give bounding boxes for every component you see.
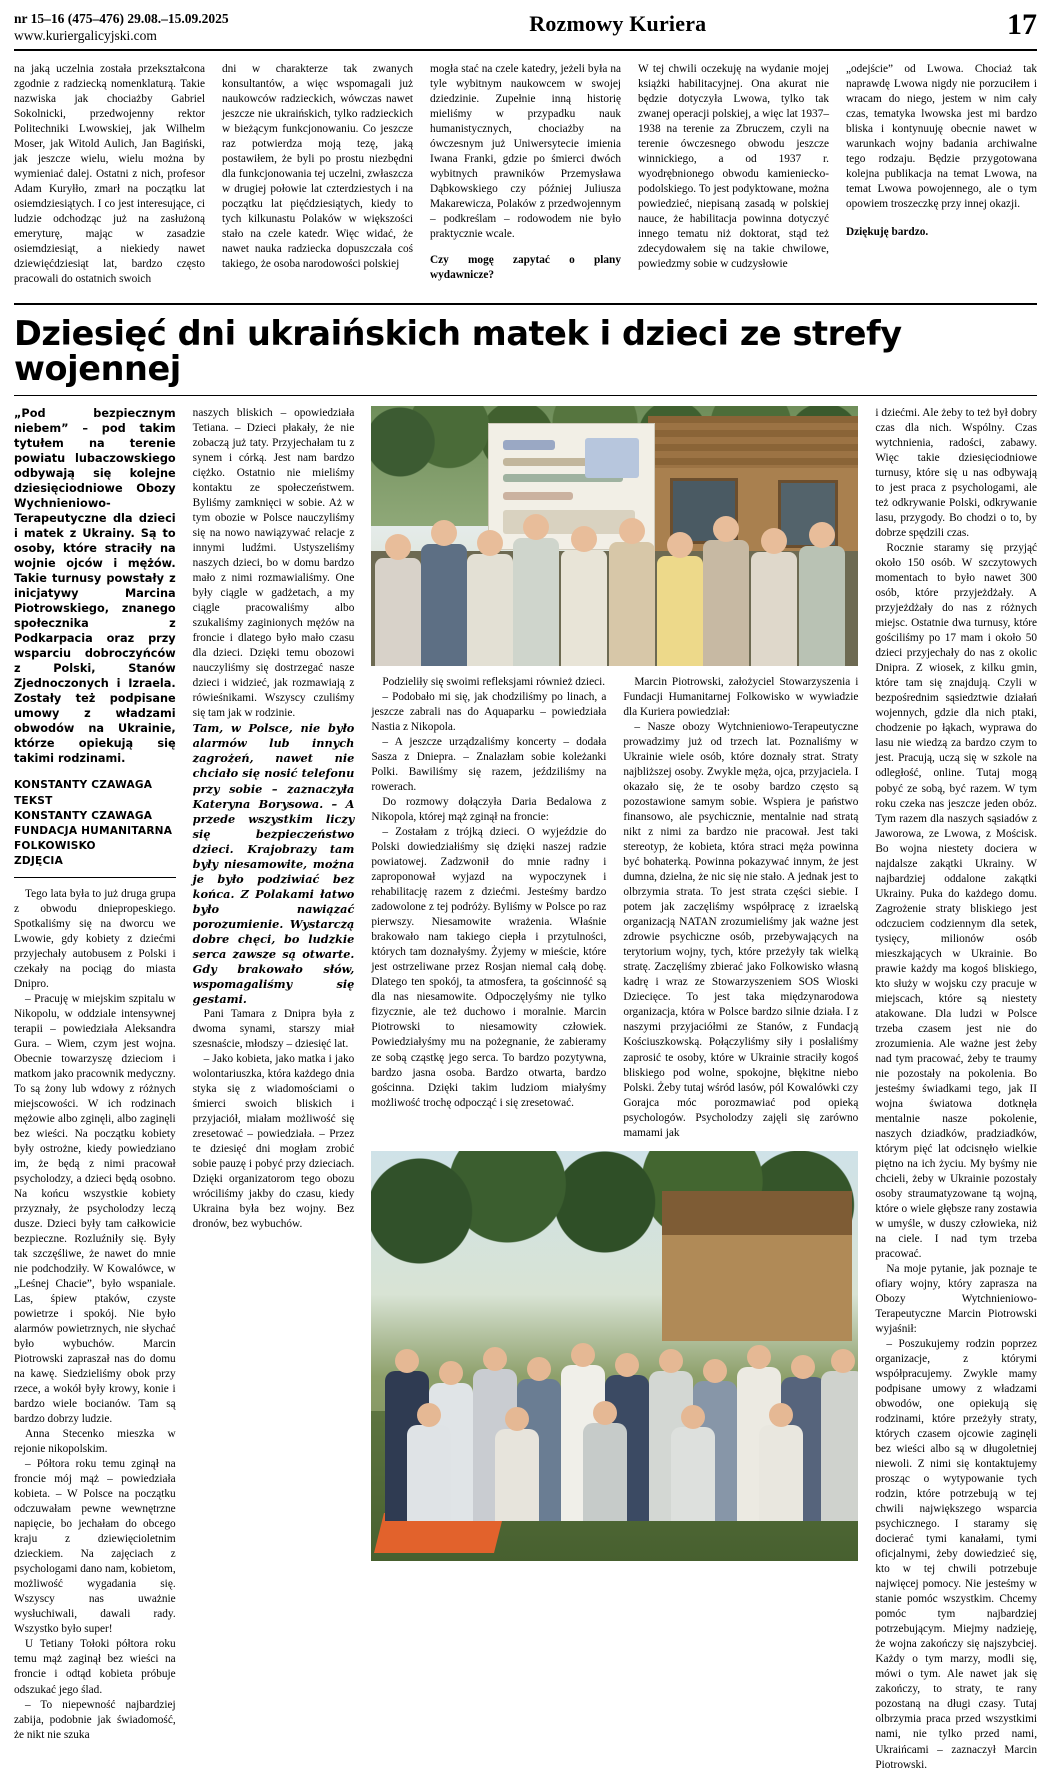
article-column-4 — [623, 675, 858, 1140]
paragraph: – Nasze obozy Wytchnieniowo-Terapeutyczne prowadzimy już od trzech lat. Poznaliśmy w Ukrainie wiele osób, które doznały strat. Straty najbliższej osoby. Zwykle męża, ojca, przyjaciela. I okazało się, że te osoby bardzo często są pozostawione samym sobie. Wspiera je państwo finansowo, ale psychicznie, mentalnie nad stratą nikt z nimi za bardzo nie pracował. Jest taki stereotyp, że kobieta, która straci męża powinna być bohaterką. Powinna pokazywać innym, że jest dumna, dzielna, że nic się nie stało. A jednak jest to olbrzymia strata. To jest strata części siebie. I potem jak zaczęliśmy współpracę z izraelską organizacją NATAN zrozumieliśmy jak ważne jest zdrowie psychiczne osób, przebywających na terytorium wojny, tych, które przeżyły tak wielką stratę. Zaczęliśmy zbierać jako Folkowisko własną kadrę i wraz ze Stowarzyszeniem SOS Wioski Dziecięce. To jest taka międzynarodowa organizacja, która w Polsce bardzo silnie działa. I z naszymi przyjaciółmi ze Stanów, z Fundacją Kościuszkowską. Połączyliśmy siły i posłaliśmy zaprosić te osoby, które w Ukrainie straciły kogoś bliskiego pod wolne, spokojne, błękitne niebo Polski. Żeby tutaj wśród lasów, pól Kowalówki czy Gorajca móc porozmawiać pod opieką psychologów. Psycholodzy zajęli się zarówno mamami jak — [623, 721, 859, 1139]
article-column-3 — [371, 675, 606, 1140]
paragraph: – Półtora roku temu zginął na froncie mój mąż – powiedziała kobieta. – W Polsce na początku odczuwałam pewne wewnętrzne napięcie, bo jechałam do obcego kraju z dziewięcioletnim dzieckiem. Na zajęciach z psychologami dano nam, kobietom, możliwość wygadania się. Wszyscy nas uważnie wysłuchiwali, dawali rady. Wszystko było super! — [14, 1458, 176, 1636]
byline-author-photo: KONSTANTY CZAWAGA — [14, 809, 153, 822]
main-article — [14, 406, 1037, 1772]
page-headline: Dziesięć dni ukraińskich matek i dzieci ze strefy wojennej — [14, 313, 902, 388]
paragraph: Podzieliły się swoimi refleksjami również dzieci. — [382, 676, 606, 689]
paragraph: – Podobało mi się, jak chodziliśmy po linach, a jeszcze zabrali nas do Aquaparku – powiedziała Nastia z Nikopola. — [371, 691, 607, 734]
paragraph: Rocznie staramy się przyjąć około 150 osób. W szczytowych momentach to było nawet 300 osób, które przyjeżdżały. A przyjeżdżały do nas z różnych miejsc. Ostatnie dwa turnusy, które gościliśmy po 17 mam i około 50 dzieci przyjechały do nas z okolic Dnipra. Z wiosek, z kilku gmin, które tam się znajdują. Czyli w bezpośrednim sąsiedztwie działań wojennych, gdzie dla nich ptaki, chodzenie po łąkach, wyprawa do lasu nie wiedzą za bardzo czym to jest. Pracują, uczą się w szkole na odległość, online. Tutaj mogą pobyć ze sobą, być razem. W tym roku czeka nas jeszcze jeden obóz. Tym razem dla naszych sąsiadów z Jaworowa, ze Lwowa, z Mościsk. Bo wojna niestety dociera w najdalsze zakątki Ukrainy. W najbardziej oddalone zakątki Ukrainy. Puka do każdego domu. Zagrożenie straty bliskiego jest odczuciem codziennym dla setek, tysięcy, milionów osób mieszkających w Ukrainie. Bo prawie każdy ma kogoś bliskiego, kto służy w wojsku czy pracuje w miejscach, które są niestety atakowane. Dla ludzi w Polsce trzeba czasem jest nie do zrozumienia. Ale ważne jest żeby nad tym pracować, żeby te traumy nie pozostały na pokolenia. Bo jesteśmy świadkami tego, jak II wojna światowa dotknęła mentalnie nasze pokolenie, naszych dziadków, pradziadków, którym pięć lat odcisnęło wielkie piętno na ich życiu. My byśmy nie chcieli, żeby w Ukrainie pozostały osoby straumatyzowane tą wojną, które o wiele głębsze rany zostawia w umyśle, w duszy człowieka, niż na ciele. I nad tym trzeba pracować. — [875, 542, 1038, 1260]
page-number: 17 — [1006, 8, 1037, 41]
pull-quote: Tam, w Polsce, nie było alarmów lub innych zagrożeń, nawet nie chciało się nosić telefonu przy sobie – zaznaczyła Kateryna Borysowa. – A przede wszystkim liczy się bezpieczeństwo dzieci. Krajobrazy tam były niesamowite, można je było podziwiać bez końca. Z Polakami łatwo było nawiązać porozumienie. Wystarczą dobre chęci, bo ludzkie serca zawsze są otwarte. Gdy brakowało słów, wspomagaliśmy się gestami. — [192, 721, 355, 1006]
byline-divider — [14, 877, 176, 878]
article-lead: „Pod bezpiecznym niebem” – pod takim tytułem na terenie powiatu lubaczowskiego odbywają się kolejne dziesięciodniowe Obozy Wychnieniowo-Terapeutyczne dla dzieci i matek z Ukrainy. Są to osoby, które straciły na wojnie ojców i mężów. Takie turnusy powstały z inicjatywy Marcina Piotrowskiego, znanego społecznika z Podkarpacia oraz przy wsparciu dobroczyńców z Polski, Stanów Zjednoczonych i Izraela. Zostały też podpisane umowy z władzami obwodów na Ukrainie, którze opiekują się takimi rodzinami. — [14, 407, 176, 766]
center-text-columns — [371, 675, 858, 1140]
photo-children-with-drawing — [371, 406, 858, 666]
top-article — [14, 62, 1037, 297]
top-article-column-3 — [430, 62, 621, 287]
paragraph: – Zostałam z trójką dzieci. O wyjeździe do Polski dowiedziałiśmy się dzięki naszej radzie powiatowej. Zadzwonił do mnie radny i zaproponował wyjazd na wypoczynek i rehabilitację razem z dziećmi. Jesteśmy bardzo zadowolone z tej podróży. Byliśmy w Polsce po raz pierwszy. Niesamowite wrażenia. Właśnie brakowało nam takiego ciepła i przytulności, których tam doznałyśmy. Żyjemy w mieście, które jest ostrzeliwane przez Rosjan niemal całą dobę. Dlatego ten spokój, ta atmosfera, ta gościnność są dla nas niesamowite. Odpoczęlyśmy nie tylko fizycznie, ale też duchowo i moralnie. Marcin Piotrowski to niesamowity człowiek. Powiedziałyśmy mu na pożegnanie, że zabieramy ze sobą cząstkę jego serca. To bardzo pozytywna, bardzo jasna osoba. Bardzo otwarta, bardzo gościnna. Dzięki takim ludziom miałyśmy możliwość trochę odpocząć i się zresetować. — [371, 826, 607, 1109]
top-article-column-1 — [14, 62, 205, 287]
byline-foundation-name: FOLKOWISKO — [14, 839, 96, 852]
issue-line — [14, 10, 229, 27]
issue-number: nr 15–16 — [14, 11, 65, 26]
article-center-block — [371, 406, 858, 1560]
byline-foundation: FUNDACJA HUMANITARNA — [14, 824, 173, 837]
top-article-column-5 — [846, 62, 1037, 287]
photo-group-outdoors — [371, 1151, 858, 1561]
byline — [14, 778, 176, 877]
article-column-5 — [875, 406, 1037, 1772]
paragraph: – Pracuję w miejskim szpitalu w Nikopolu, w oddziale intensywnej terapii – powiedziała Aleksandra Gura. – Wiem, czym jest wojna. Obecnie towarzyszę dzieciom i matkom jako pracownik medyczny. To są żony lub wdowy z różnych miejscowości. W ich rodzinach mężowie albo zginęli, albo zaginęli bez wieści. Na początku kobiety były ostrożne, kiedy powiedziano im, że będą z nimi pracował psycholodzy, a dzieci będą osobno. Na końcu wszystkie kobiety przyznały, że psycholodzy leczą dusze. Dzieci były tam całkowicie bezpieczne. Rozluźniły się. Były tak szczęśliwe, że nawet do mnie nie podchodziły. W Kowalówce, w „Leśnej Chacie”, było wspaniale. Las, śpiew ptaków, czyste powietrze i spokój. Nie było alarmów powietrznych, nie słychać było wybuchów. Marcin Piotrowski zapraszał nas do domu na kawę. Siedzieliśmy obok przy rzece, a wokół były krowy, konie i bardzo wiele bocianów. Tam są bardzo dobrzy ludzie. — [14, 992, 176, 1426]
closing-thanks: Dziękuję bardzo. — [846, 225, 929, 238]
top-article-column-4 — [638, 62, 829, 287]
paragraph: Pani Tamara z Dnipra była z dwoma synami, starszy miał szesnaście, młodszy – dziesięć lat. — [192, 1007, 355, 1050]
paragraph: – Jako kobieta, jako matka i jako wolontariuszka, która każdego dnia styka się z wiadomościami o śmierci swoich bliskich i przyjaciół, miałam możliwość się zresetować – powiedziała. – Przez te dziesięć dni mogłam zrobić sobie pauzę i pobyć przy dzieciach. Dzięki organizatorom tego obozu wróciliśmy jakby do czasu, kiedy Ukraina była bez wojny. Bez dronów, bez wybuchów. — [192, 1052, 355, 1230]
paragraph: – A jeszcze urządzaliśmy koncerty – dodała Sasza z Dniepra. – Znalazłam sobie koleżanki Polki. Bawiliśmy się razem, jeździliśmy na rowerach. — [371, 736, 607, 794]
article-column-2 — [193, 406, 355, 1232]
paragraph: Do rozmowy dołączyła Daria Bedalowa z Nikopola, której mąż zginął na froncie: — [371, 796, 607, 824]
paragraph: Na moje pytanie, jak poznaje te ofiary wojny, który zaprasza na Obozy Wytchnieniowo-Terapeutyczne Marcin Piotrowski wyjaśnił: — [875, 1263, 1038, 1336]
paragraph: „odejście” od Lwowa. Chociaż tak naprawdę Lwowa nigdy nie porzuciłem i wracam do niego, jestem w nim cały czas, tematyka lwowska jest mi bardzo bliska i kontynuuję obecnie nawet w warunkach wojny badania archiwalne tego rodzaju. Będzie przygotowana kolejna publikacja na temat Lwowa, na temat Lwowa powojennego, ale o tym opowiem troszeczkę przy innej okazji. — [846, 62, 1037, 210]
top-article-column-2 — [222, 62, 413, 287]
section-title: Rozmowy Kuriera — [529, 11, 707, 36]
paragraph: – Poszukujemy rodzin poprzez organizacje, z którymi współpracujemy. Zwykle mamy podpisane umowy z władzami obwodów, one opiekują się rodzinami, które przeżyły straty, których czasem ojcowie zaginęli bez wieści albo są w długoletniej niewoli. Z nimi się kontaktujemy prosząc o wytypowanie tych rodzin, które potrzebują w tej chwili największego wsparcia psychicznego. I staramy się docierać tymi kanałami, tymi oficjalnymi, żeby dowiedzieć się, kto w tej chwili potrzebuje najwięcej pomocy. Nie jesteśmy w stanie pomóc wszystkim. Chcemy pomóc tym najbardziej potrzebującym. Miejmy nadzieję, że wojna zakończy się najszybciej. Każdy o tym marzy, modli się, mówi o tym. Ale nawet jak się zakończy, to straty, te rany pozostaną na długi czasy. Tutaj olbrzymia praca przed wszystkimi nami, nie tylko przed nami, Ukraińcami – zaznaczył Marcin Piotrowski. — [875, 1338, 1038, 1771]
paragraph: W tej chwili oczekuję na wydanie mojej książki habilitacyjnej. Ona akurat nie będzie dotyczyła Lwowa, tylko tak zwanej operacji polskiej, a więc lat 1937–1938 na terenie za Zbruczem, czyli na terenie ówczesnego obwodu jeszcze winnickiego, a od 1937 r. wyodrębnionego obwodu kamieniecko-podolskiego. To jest podyktowane, można powiedzieć, niepisaną zasadą w polskiej nauce, że habilitacja powinna dotyczyć innego tematu niż doktorat, stąd też zdecydowałem się na takie chwilowe, powiedzmy sobie w cudzysłowie — [638, 62, 829, 270]
paragraph: dni w charakterze tak zwanych konsultantów, a więc wspomagali już naukowców radzieckich, wówczas nawet jeszcze nie ukraińskich, tylko radzieckich w bieżącym funkcjonowaniu. Co jeszcze raz potwierdza moją tezę, jaką postawiłem, że byli po prostu niezbędni dla funkcjonowania tej uczelni, zwłaszcza w drugiej połowie lat czterdziestych i na początku lat pięćdziesiątych, kiedy to tych kilkunastu Polaków w większości stało na czele katedr. Więc widać, że nawet nauka radziecka dopuszczała coś takiego, że osoba narodowości polskiej — [222, 62, 413, 270]
paragraph: Marcin Piotrowski, założyciel Stowarzyszenia i Fundacji Humanitarnej Folkowisko w wywiadzie dla Kuriera powiedział: — [623, 676, 859, 719]
paragraph: U Tetiany Tołoki półtora roku temu mąż zaginął bez wieści na froncie i odtąd kobieta próbuje odszukać jego ślad. — [14, 1638, 176, 1696]
paragraph: Anna Stecenko mieszka w rejonie nikopolskim. — [14, 1428, 176, 1456]
paragraph: naszych bliskich – opowiedziała Tetiana. – Dzieci płakały, że nie zobaczą już taty. Przyjechałam tu z synem i córką. Jest nam bardzo ciężko. Ostatnio nie mieliśmy kontaktu ze społeczeństwem. Byliśmy zamknięci w sobie. Aż w tym obozie w Polsce nauczyliśmy się na nowo nawiązywać relacje z innymi ludźmi. Ustyszeliśmy naszych dzieci, bo w domu bardzo mało z nimi rozmawialiśmy. One były ciągle w gadżetach, a my ciągle pracowaliśmy albo szukaliśmy zaginionych mężów na froncie i dlatego było mało czasu dla dzieci. Dzięki temu obozowi nauczyliśmy się dostrzegać nasze dzieci i widzieć, jak rozmawiają z rówieśnikami. Wszyscy czuliśmy się tam jak w rodzinie. — [192, 407, 355, 720]
byline-author-text: KONSTANTY CZAWAGA — [14, 779, 153, 792]
paragraph: – To niepewność najbardziej zabija, podobnie jak świadomość, że nikt nie szuka — [14, 1698, 176, 1741]
article-column-1 — [14, 406, 176, 1742]
section-divider — [14, 303, 1037, 305]
masthead-left — [14, 10, 229, 45]
paragraph: na jaką uczelnia została przekształcona zgodnie z radziecką nomenklaturą. Takie nazwiska jak chociażby Gabriel Sokolnicki, przedwojenny rektor Politechniki Lwowskiej, jak Wilhelm Moser, jak Witold Aulich, Jan Bagiński, jak jeszcze wielu, wielu można by wymieniać dalej. Ostatni z nich, profesor Adam Kuryłło, zmarł na początku lat osiemdziesiątych. I co jest interesujące, ci ludzie odchodząc już na zasłużoną emeryturę, mając w zasadzie osiemdziesiąt, a niekiedy nawet dziewięćdziesiąt lat, bardzo często pracowali do ostatnich swoich — [14, 62, 205, 285]
headline-underline — [14, 395, 1037, 396]
paragraph: i dziećmi. Ale żeby to też był dobry czas dla nich. Wspólny. Czas wytchnienia, radości, zabawy. Więc takie dziesięciodniowe turnusy, które się u nas odbywają to jest praca z psychologami, ale też odkrywanie Polski, odkrywanie lasu, przygody. Bo chodzi o to, by dobrze spędzili czas. — [875, 407, 1038, 540]
paragraph: mogła stać na czele katedry, jeżeli była na tyle wybitnym naukowcem w swojej dziedzinie. Zupełnie inną historię mieliśmy w przypadku nauk humanistycznych, chociażby na ówczesnym już Uniwersytecie imienia Iwana Franki, gdzie po śmierci dwóch wybitnych prawników Przemysława Dąbkowskiego czy później Juliusza Makarewicza, Polaków z przedwojennym – podkreślam – rodowodem nie było praktycznie wcale. — [430, 62, 621, 240]
masthead — [14, 10, 1037, 51]
byline-role-photo: ZDJĘCIA — [14, 854, 63, 867]
paragraph: Tego lata była to już druga grupa z obwodu dniepropeskiego. Spotkaliśmy się na dworcu we Lwowie, gdy kobiety z dziećmi przyjechały autobusem z Polski i czekały na pociąg do miasta Dnipro. — [14, 887, 176, 990]
website-url[interactable]: www.kuriergalicyjski.com — [14, 28, 157, 44]
issue-date: (475–476) 29.08.–15.09.2025 — [67, 11, 229, 26]
interview-question: Czy mogę zapytać o plany wydawnicze? — [430, 253, 621, 281]
byline-role-text: TEKST — [14, 794, 53, 807]
